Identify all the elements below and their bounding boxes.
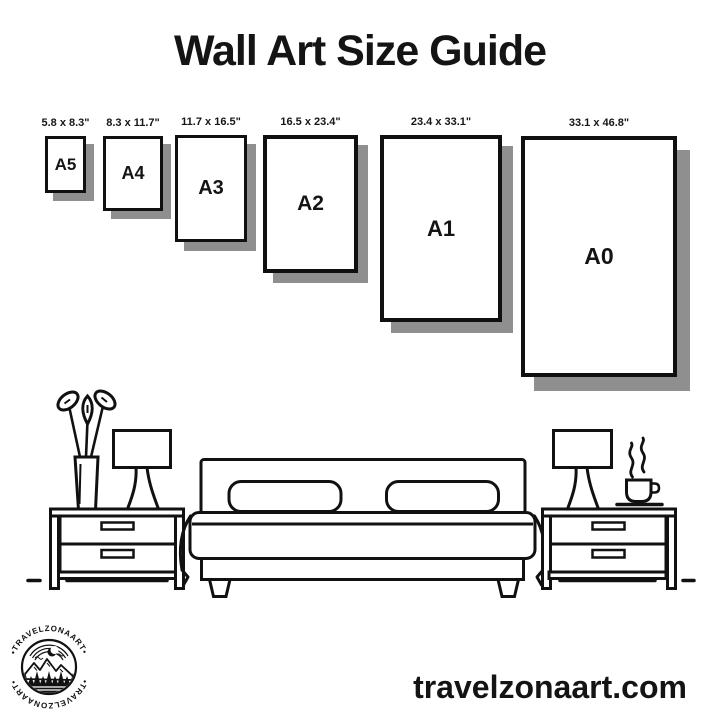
size-dimension-label: 33.1 x 46.8" xyxy=(568,117,630,129)
website-text: travelzonaart.com xyxy=(413,669,687,705)
nightstand-left xyxy=(51,509,184,589)
size-letter: A1 xyxy=(426,215,456,241)
coffee-cup-icon xyxy=(617,438,662,505)
bed-icon xyxy=(180,460,544,597)
size-dimension-label: 23.4 x 33.1" xyxy=(410,116,472,128)
size-letter: A2 xyxy=(297,192,324,215)
page-title: Wall Art Size Guide xyxy=(173,27,547,75)
nightstand-right xyxy=(543,509,676,589)
size-frame-a1 xyxy=(380,116,502,322)
size-letter: A0 xyxy=(584,243,614,269)
size-frame-a0 xyxy=(521,117,677,377)
logo-text-bottom: •TRAVELZONAART• xyxy=(8,678,90,711)
size-frame-a2 xyxy=(263,116,358,273)
size-dimension-label: 11.7 x 16.5" xyxy=(181,116,241,128)
table-lamp-right-icon xyxy=(554,431,612,510)
size-letter: A4 xyxy=(121,163,145,183)
logo-text-top: •TRAVELZONAART• xyxy=(8,623,90,656)
size-frame-a3 xyxy=(175,116,247,242)
size-dimension-label: 5.8 x 8.3" xyxy=(41,117,90,129)
size-frame-a5 xyxy=(41,117,90,193)
size-letter: A5 xyxy=(54,154,77,174)
brand-logo xyxy=(4,621,94,713)
size-letter: A3 xyxy=(198,177,224,199)
size-dimension-label: 16.5 x 23.4" xyxy=(280,116,341,128)
table-lamp-left-icon xyxy=(114,431,171,510)
plant-icon xyxy=(55,387,119,510)
bedroom-illustration xyxy=(20,380,710,605)
size-dimension-label: 8.3 x 11.7" xyxy=(106,117,160,129)
size-frame-a4 xyxy=(103,117,163,211)
